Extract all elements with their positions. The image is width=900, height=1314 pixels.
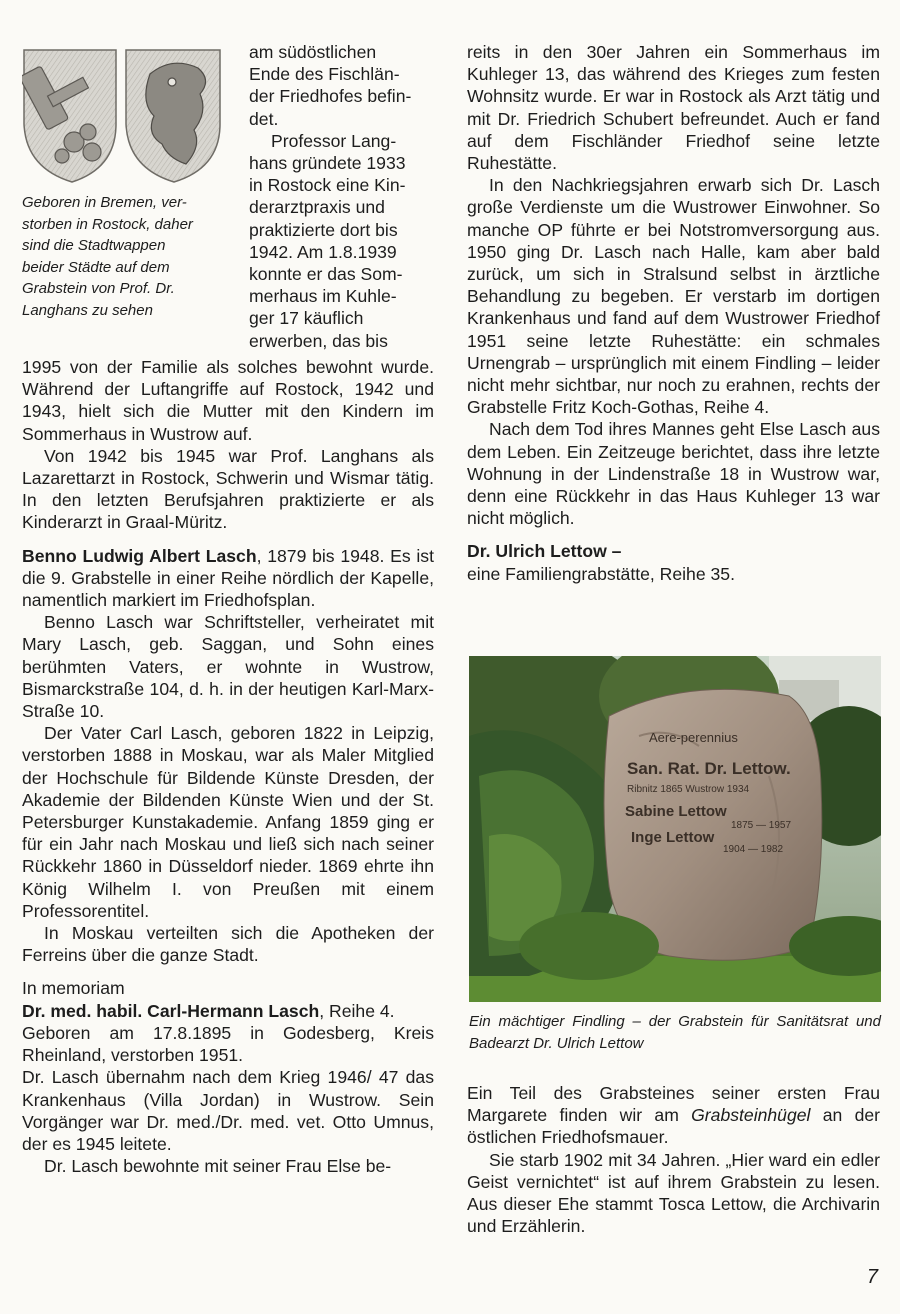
stone-line-inge-dates: 1904 — 1982 <box>723 844 784 855</box>
text-line: det. <box>249 108 279 129</box>
text-line: merhaus im Kuhle- <box>249 286 397 307</box>
benno-details: , 1879 bis 1948. Es ist die 9. Grabstelle in einer Reihe nördlich der Kapelle, namentlich markiert im Friedhofsplan. <box>22 545 434 611</box>
text-line: konnte er das Som- <box>249 264 403 285</box>
coat-of-arms-caption <box>22 192 237 321</box>
caption-line: storben in Rostock, daher <box>22 215 193 233</box>
text-line: in Rostock eine Kin- <box>249 175 406 196</box>
text-line: derarztpraxis und <box>249 197 385 218</box>
stone-line-inge: Inge Lettow <box>631 829 715 846</box>
paragraph: Von 1942 bis 1945 war Prof. Langhans als Lazarettarzt in Rostock, Schwerin und Wismar tätig. In den letzten Berufsjahren praktizierte er als Kinderarzt in Graal-Müritz. <box>22 445 434 533</box>
benno-name: Benno Ludwig Albert Lasch <box>22 545 257 566</box>
stone-line-name: San. Rat. Dr. Lettow. <box>627 759 791 778</box>
caption-line: beider Städte auf dem <box>22 258 170 276</box>
memoriam-label: In memoriam <box>22 978 125 999</box>
lettow-subheading: eine Familiengrabstätte, Reihe 35. <box>467 563 735 584</box>
coat-of-arms-image <box>22 46 222 186</box>
text-line: Ende des Fischlän- <box>249 64 400 85</box>
paragraph: Dr. Lasch übernahm nach dem Krieg 1946/ 47 das Krankenhaus (Villa Jordan) in Wustrow. Sein Vorgänger war Dr. med./Dr. med. vet. Otto Umnus, der es 1945 leitete. <box>22 1067 434 1154</box>
stone-motto: Aere-perennius <box>649 730 738 745</box>
paragraph: Benno Lasch war Schriftsteller, verheiratet mit Mary Lasch, geb. Saggan, und Sohn eines berühmten Vaters, er wohnte in Wustrow, Bismarckstraße 104, d. h. in der heutigen Karl-Marx-Straße 10. <box>22 612 434 722</box>
photo-caption: Ein mächtiger Findling – der Grabstein für Sanitätsrat und Badearzt Dr. Ulrich Lettow <box>469 1013 881 1052</box>
stone-line-dates: Ribnitz 1865 Wustrow 1934 <box>627 784 750 795</box>
stone-line-sabine-dates: 1875 — 1957 <box>731 820 792 831</box>
right-column-bottom <box>467 1082 880 1237</box>
right-column-top <box>467 41 880 585</box>
paragraph: Sie starb 1902 mit 34 Jahren. „Hier ward ein edler Geist vernichtet“ ist auf ihrem Grabstein zu lesen. Aus dieser Ehe stammt Tosca Lettow, die Archivarin und Erzählerin. <box>467 1149 880 1237</box>
paragraph: Der Vater Carl Lasch, geboren 1822 in Leipzig, verstorben 1888 in Moskau, war als Maler Mitglied der Hochschule für Bildende Künste Dresden, der Akademie der Bildenden Künste Wien und der St. Petersburger Kunstakademie. Anfang 1859 ging er für ein Jahr nach Moskau und ließ sich nach seiner Rückkehr 1860 in Düsseldorf nieder. 1869 ehrte ihn König Wilhelm I. von Preußen mit einem Professorentitel. <box>22 723 434 921</box>
left-column <box>22 356 434 1177</box>
caption-line: sind die Stadtwappen <box>22 237 166 254</box>
caption-line: Grabstein von Prof. Dr. <box>22 280 175 297</box>
paragraph <box>22 1000 434 1022</box>
text-line: ger 17 käuflich <box>249 308 364 329</box>
text-line: am südöstlichen <box>249 42 377 62</box>
paragraph: In Moskau verteilten sich die Apotheken der Ferreins über die ganze Stadt. <box>22 923 434 966</box>
page-number: 7 <box>866 1266 878 1288</box>
paragraph: 1995 von der Familie als solches bewohnt wurde. Während der Luftangriffe auf Rostock, 1942 und 1943, hielt sich die Mutter mit den Kindern im Sommerhaus in Wustrow auf. <box>22 357 434 444</box>
carl-row: , Reihe 4. <box>319 1000 395 1021</box>
text-line: hans gründete 1933 <box>249 153 406 174</box>
paragraph <box>22 545 434 612</box>
narrow-text-block <box>249 41 439 352</box>
text-line: erwerben, das bis <box>249 330 388 351</box>
caption-line: Langhans zu sehen <box>22 301 153 319</box>
text-line: 1942. Am 1.8.1939 <box>249 241 397 262</box>
lettow-heading: Dr. Ulrich Lettow – <box>467 541 622 562</box>
carl-name: Dr. med. habil. Carl-Hermann Lasch <box>22 1000 320 1021</box>
text-line: praktizierte dort bis <box>249 219 398 240</box>
paragraph: In den Nachkriegsjahren erwarb sich Dr. Lasch große Verdienste um die Wustrower Einwohner. So manche OP führte er bei Notstromversorgung aus. 1950 ging Dr. Lasch nach Halle, kam aber bald zurück, um sich in Stralsund selbst in ärztliche Behandlung zu begeben. Er verstarb im dortigen Krankenhaus und fand auf dem Wustrower Friedhof 1951 seine letzte Ruhestätte: ein schmales Urnengrab – ursprünglich mit einem Findling – leider nicht mehr sichtbar, nur noch zu erahnen, rechts der Grabstelle Fritz Koch-Gothas, Reihe 4. <box>467 175 880 418</box>
gravestone-photo <box>469 656 881 1002</box>
paragraph: Nach dem Tod ihres Mannes geht Else Lasch aus dem Leben. Ein Zeitzeuge berichtet, dass ihre letzte Wohnung in der Lindenstraße 18 in Wustrow war, denn eine Rückkehr in das Haus Kuhleger 13 war nicht möglich. <box>467 419 880 529</box>
text-line: Professor Lang- <box>271 130 397 151</box>
paragraph: reits in den 30er Jahren ein Sommerhaus im Kuhleger 13, das während des Krieges zum festen Wohnsitz wurde. Er war in Rostock als Arzt tätig und mit Dr. Friedrich Schubert befreundet. Auch er fand auf dem Fischländer Friedhof seine letzte Ruhestätte. <box>467 42 880 174</box>
paragraph: Geboren am 17.8.1895 in Godesberg, Kreis Rheinland, verstorben 1951. <box>22 1022 434 1066</box>
stone-line-sabine: Sabine Lettow <box>625 803 727 820</box>
paragraph: Dr. Lasch bewohnte mit seiner Frau Else be- <box>44 1156 392 1177</box>
text-line: der Friedhofes befin- <box>249 86 412 107</box>
caption-line: Geboren in Bremen, ver- <box>22 194 187 211</box>
grabsteinhuegel-term: Grabsteinhügel <box>691 1105 811 1126</box>
paragraph: Ein Teil des Grabsteines seiner ersten Frau Margarete finden wir am Grabsteinhügel an der östlichen Friedhofsmauer. <box>467 1083 880 1148</box>
